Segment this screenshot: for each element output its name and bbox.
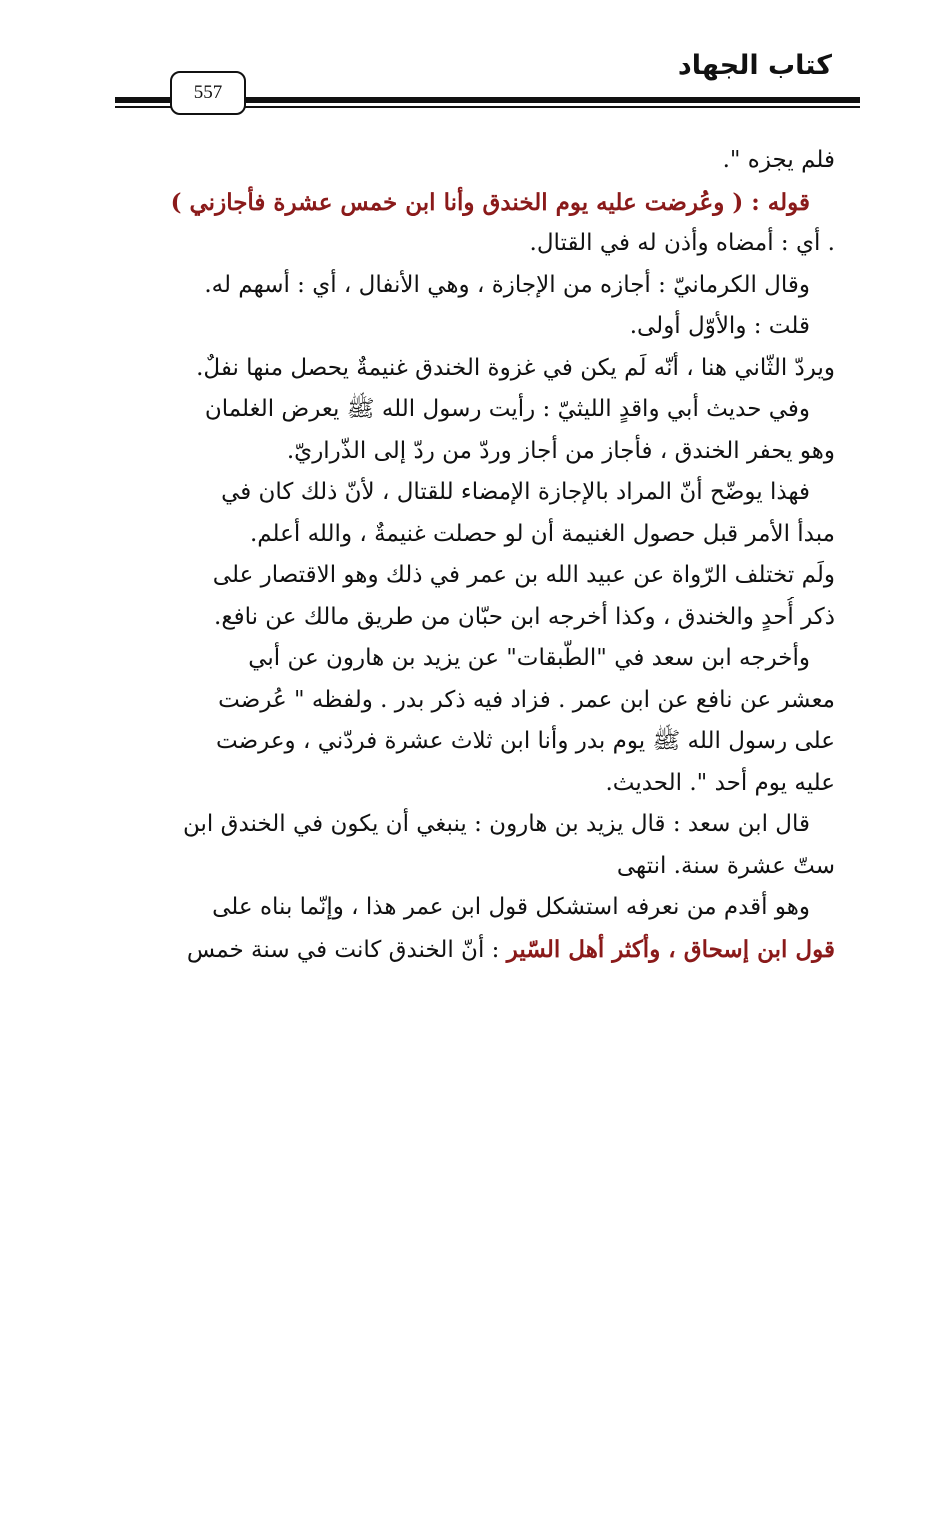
- text-span: : أنّ الخندق كانت في سنة خمس: [186, 936, 507, 963]
- text-line: . أي : أمضاه وأذن له في القتال.: [529, 230, 835, 256]
- highlighted-phrase: قول ابن إسحاق ، وأكثر أهل السّير: [506, 935, 835, 963]
- text-line: ذكر أُحدٍ والخندق ، وكذا أخرجه ابن حبّان من طريق مالك عن نافع.: [214, 603, 835, 630]
- text-line-last: [110, 929, 835, 971]
- text-line: قال ابن سعد : قال يزيد بن هارون : ينبغي أن يكون في الخندق ابن: [182, 811, 810, 837]
- quoted-heading: قوله : ( وعُرضت عليه يوم الخندق وأنا ابن خمس عشرة فأجازني ): [170, 188, 810, 216]
- text-line: وهو يحفر الخندق ، فأجاز من أجاز وردّ من ردّ إلى الذّراريّ.: [286, 437, 835, 464]
- page-body: [110, 140, 835, 970]
- text-line: وفي حديث أبي واقدٍ الليثيّ : رأيت رسول الله ﷺ يعرض الغلمان: [204, 396, 810, 422]
- text-line: وقال الكرمانيّ : أجازه من الإجازة ، وهي الأنفال ، أي : أسهم له.: [204, 271, 810, 298]
- text-line: ويردّ الثّاني هنا ، أنّه لَم يكن في غزوة الخندق غنيمةٌ يحصل منها نفلٌ.: [196, 354, 835, 381]
- text-line: مبدأ الأمر قبل حصول الغنيمة أن لو حصلت غنيمةٌ ، والله أعلم.: [249, 520, 835, 547]
- text-line: قلت : والأوّل أولى.: [629, 313, 810, 339]
- page-header: [0, 0, 945, 130]
- book-title: كتاب الجهاد: [677, 50, 832, 81]
- text-line: على رسول الله ﷺ يوم بدر وأنا ابن ثلاث عشرة فردّني ، وعرضت: [216, 728, 835, 754]
- page-number: 557: [170, 71, 246, 115]
- text-line: فهذا يوضّح أنّ المراد بالإجازة الإمضاء للقتال ، لأنّ ذلك كان في: [221, 479, 810, 505]
- text-line: وأخرجه ابن سعد في "الطّبقات" عن يزيد بن هارون عن أبي: [248, 645, 810, 671]
- text-line: فلم يجزه ".: [722, 147, 835, 173]
- text-line: وهو أقدم من نعرفه استشكل قول ابن عمر هذا ، وإنّما بناه على: [212, 894, 810, 920]
- text-line: ستّ عشرة سنة. انتهى: [616, 852, 835, 879]
- text-line: معشر عن نافع عن ابن عمر . فزاد فيه ذكر بدر . ولفظه " عُرضت: [218, 686, 835, 713]
- text-line: ولَم تختلف الرّواة عن عبيد الله بن عمر في ذلك وهو الاقتصار على: [212, 562, 835, 588]
- text-line: عليه يوم أحد ". الحديث.: [605, 769, 835, 796]
